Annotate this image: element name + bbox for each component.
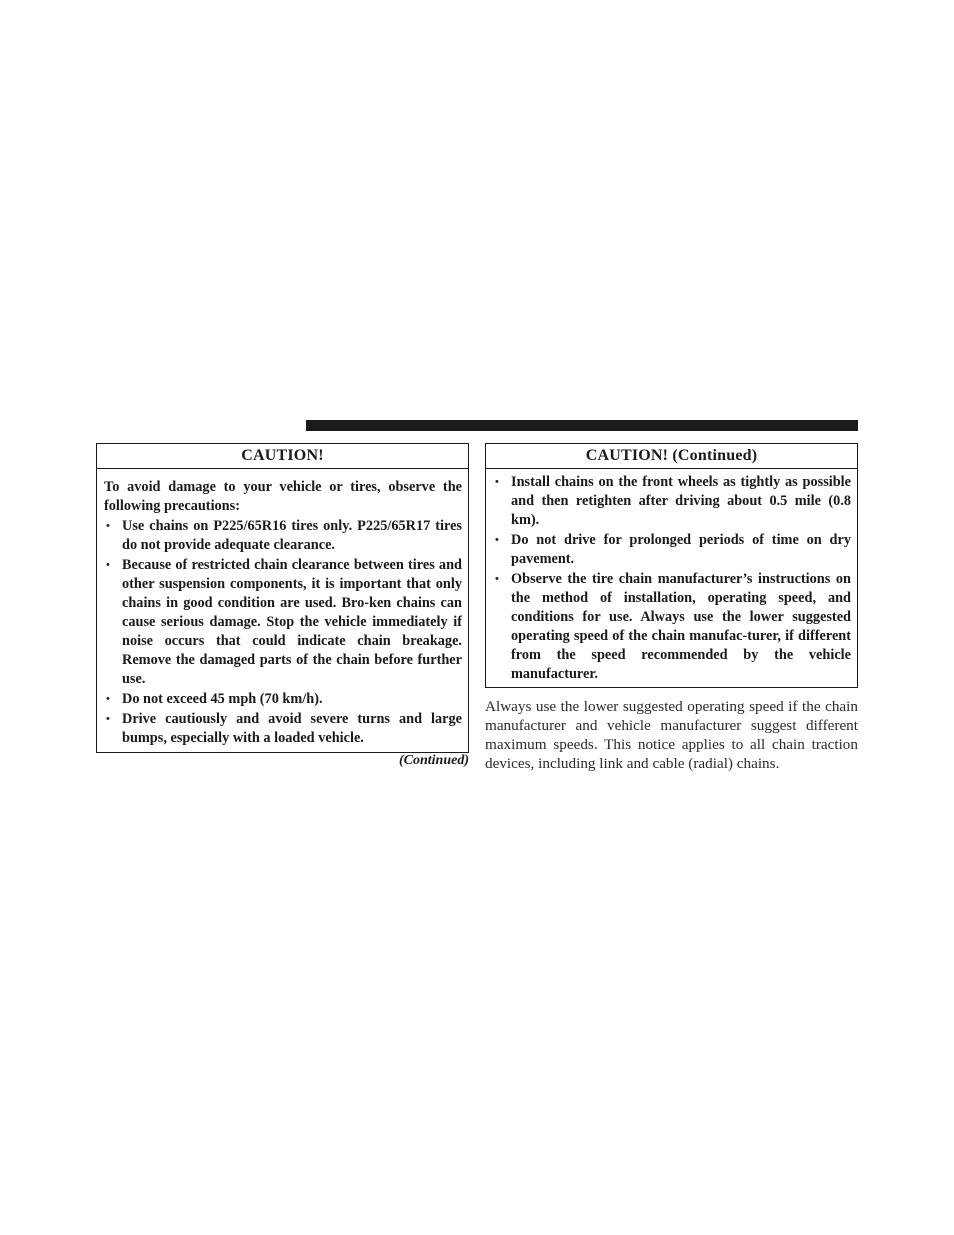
bullet-icon: • [495, 534, 499, 546]
caution-list [493, 473, 851, 684]
bullet-icon: • [495, 573, 499, 585]
caution-list-item [493, 473, 851, 530]
caution-box-right [485, 443, 858, 688]
bullet-icon: • [106, 559, 110, 571]
caution-list-item [104, 710, 462, 748]
caution-item-text: Drive cautiously and avoid severe turns and large bumps, especially with a loaded vehicle. [122, 711, 462, 746]
caution-list-item [104, 690, 462, 709]
caution-item-text: Use chains on P225/65R16 tires only. P225/65R17 tires do not provide adequate clearance. [122, 518, 462, 553]
caution-item-text: Do not exceed 45 mph (70 km/h). [122, 691, 323, 707]
body-paragraph: Always use the lower suggested operating speed if the chain manufacturer and vehicle manufacturer suggest different maximum speeds. This notice applies to all chain traction devices, including link and cable (radial) chains. [485, 698, 858, 772]
caution-item-text: Because of restricted chain clearance between tires and other suspension components, it is important that only chains in good condition are used. Bro-ken chains can cause serious damage. Stop the vehicle immediately if noise occurs that could indicate chain breakage. Remove the damaged parts of the chain before further use. [122, 557, 462, 687]
caution-item-text: Do not drive for prolonged periods of time on dry pavement. [511, 532, 851, 567]
bullet-icon: • [106, 713, 110, 725]
caution-list-item [104, 517, 462, 555]
section-header-rule [306, 420, 858, 431]
caution-list [104, 517, 462, 748]
caution-box-left [96, 443, 469, 753]
caution-content [486, 469, 857, 684]
caution-title: CAUTION! (Continued) [486, 444, 857, 469]
caution-list-item [493, 570, 851, 684]
caution-title: CAUTION! [97, 444, 468, 469]
caution-list-item [104, 556, 462, 689]
bullet-icon: • [106, 693, 110, 705]
caution-item-text: Install chains on the front wheels as tightly as possible and then retighten after driving about 0.5 mile (0.8 km). [511, 474, 851, 528]
caution-list-item [493, 531, 851, 569]
caution-intro: To avoid damage to your vehicle or tires, observe the following precautions: [104, 479, 462, 514]
caution-item-text: Observe the tire chain manufacturer’s instructions on the method of installation, operating speed, and conditions for use. Always use the lower suggested operating speed of the chain manufac-turer, if different from the speed recommended by the vehicle manufacturer. [511, 571, 851, 682]
caution-content [97, 469, 468, 748]
bullet-icon: • [495, 476, 499, 488]
bullet-icon: • [106, 520, 110, 532]
continued-label: (Continued) [398, 753, 469, 768]
